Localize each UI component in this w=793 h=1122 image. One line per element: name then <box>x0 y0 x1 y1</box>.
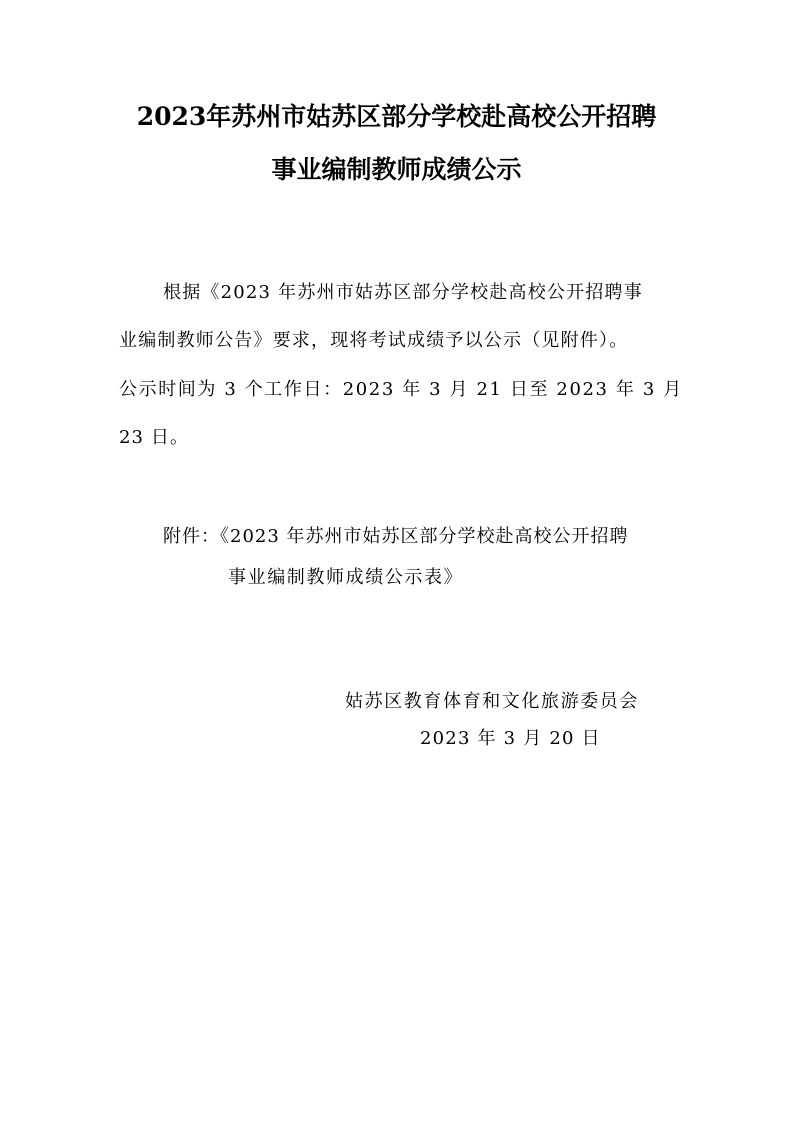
signature-date: 2023 年 3 月 20 日 <box>420 728 601 749</box>
body-paragraph-line-1: 根据《2023 年苏州市姑苏区部分学校赴高校公开招聘事 <box>163 282 643 303</box>
document-title-line-1: 2023年苏州市姑苏区部分学校赴高校公开招聘 <box>136 102 657 131</box>
attachment-line-2: 事业编制教师成绩公示表》 <box>228 567 464 588</box>
body-paragraph-line-4: 23 日。 <box>119 427 190 448</box>
document-title-line-2: 事业编制教师成绩公示 <box>271 155 522 184</box>
body-paragraph-line-3: 公示时间为 3 个工作日：2023 年 3 月 21 日至 2023 年 3 月 <box>119 379 683 400</box>
attachment-line-1: 附件：《2023 年苏州市姑苏区部分学校赴高校公开招聘 <box>163 526 629 547</box>
signature-organization: 姑苏区教育体育和文化旅游委员会 <box>345 691 639 712</box>
body-paragraph-line-2: 业编制教师公告》要求，现将考试成绩予以公示（见附件）。 <box>119 330 629 351</box>
